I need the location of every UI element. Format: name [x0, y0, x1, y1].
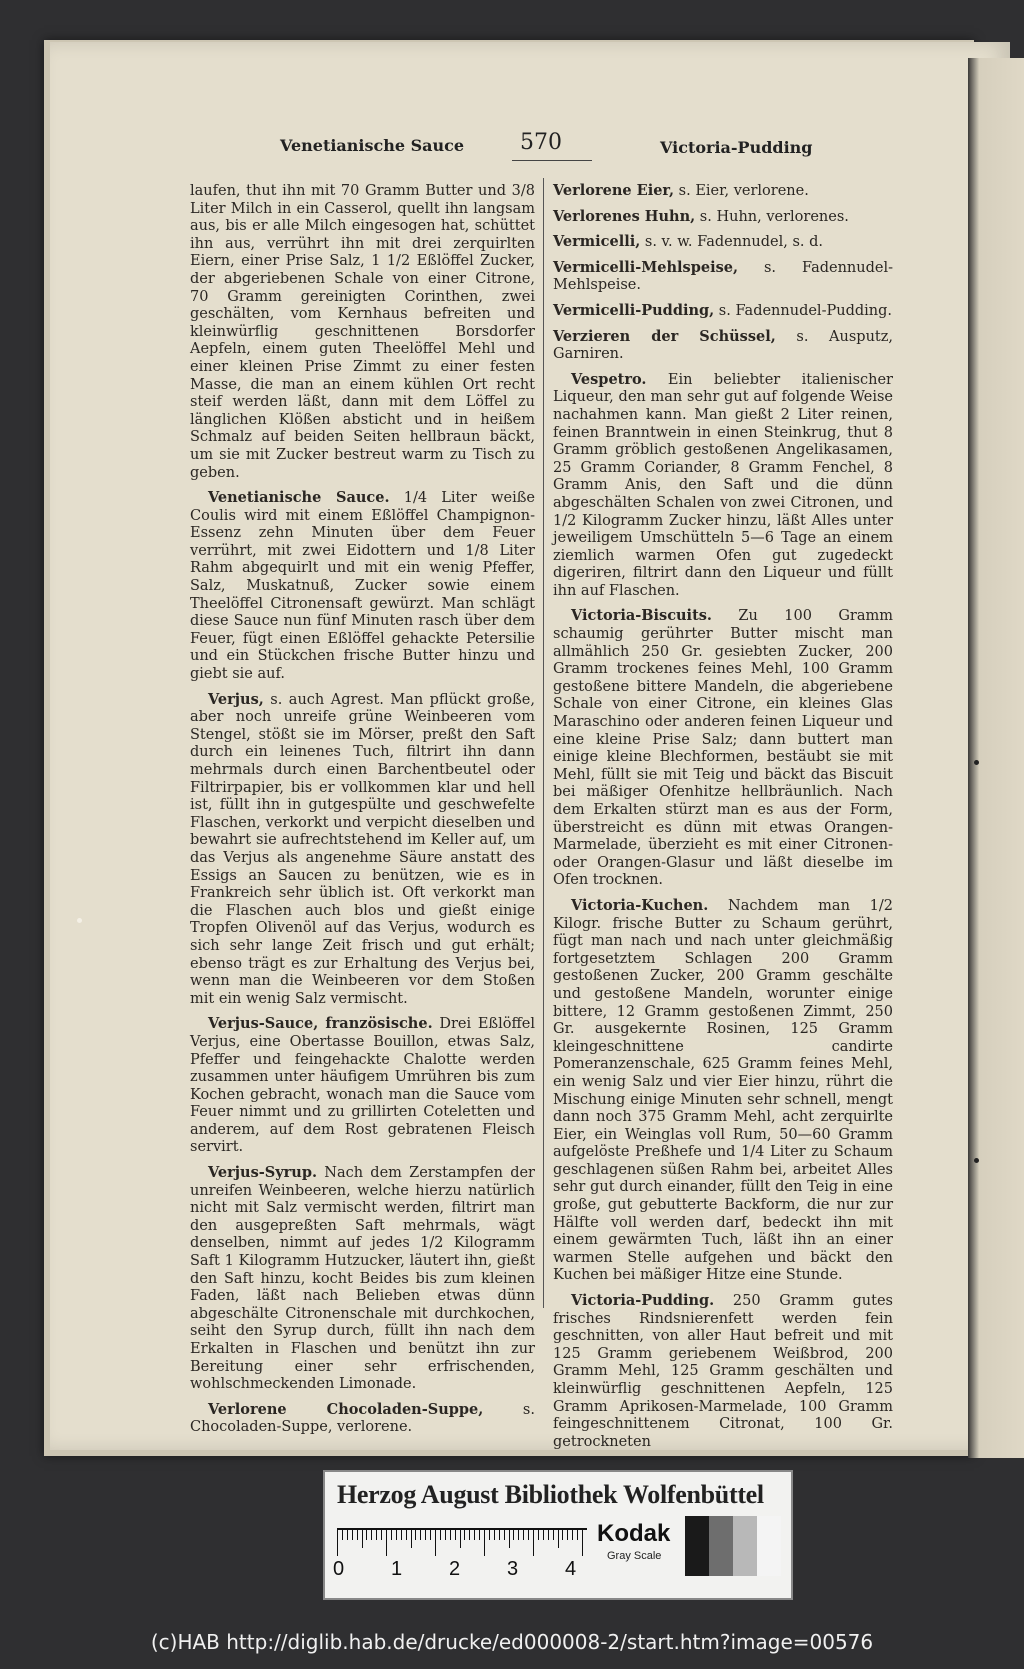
ruler-tick: [582, 1528, 583, 1556]
ruler-tick: [479, 1528, 480, 1540]
ruler-tick: [357, 1528, 358, 1540]
entry: [553, 259, 893, 295]
ruler-tick: [371, 1528, 372, 1540]
entry-text: s. auch Agrest. Man pflückt große, aber noch unreife grüne Weinbeeren vom Stengel, stößt sie im Mörser, preßt den Saft durch ein leinenes Tuch, filtrirt ihn dann mehrmals durch einen Barchentbeutel oder Filtrirpapier, bis er vollkommen klar und hell ist, füllt ihn in gutgespülte und geschwefelte Flaschen, verkorkt und verpicht dieselben und bewahrt sie aufrechtstehend im Keller auf, um das Verjus als angenehme Säure anstatt des Essigs an Saucen zu benützen, wie es in Frankreich sehr üblich ist. Oft verkorkt man die Flaschen auch blos und gießt einige Tropfen Olivenöl auf das Verjus, wodurch es sich sehr lange Zeit frisch und gut erhält; ebenso trägt es zur Erhaltung des Verjus bei, wenn man die Weinbeeren vor dem Stoßen mit ein wenig Salz vermischt.: [190, 691, 535, 1007]
ruler-tick: [474, 1528, 475, 1540]
entry-text: Ein beliebter italienischer Liqueur, den man sehr gut auf folgende Weise nachahmen kann. Man gießt 2 Liter reinen, feinen Branntwein in einen Steinkrug, thut 8 Gramm gröblich gestoßenen Angelikasamen, 25 Gramm Coriander, 8 Gramm Fenchel, 8 Gramm Anis, den Saft und die dünn abgeschälten Schalen von zwei Citronen, und 1/2 Kilogramm Zucker hinzu, läßt Alles unter jeweiligem Umschütteln 5—6 Tage an einem ziemlich warmen Ofen gut zugedeckt digeriren, filtrirt dann den Liqueur und füllt ihn auf Flaschen.: [553, 371, 893, 599]
ruler-tick: [533, 1528, 534, 1556]
entry-text: s. Fadennudel-Pudding.: [714, 302, 892, 319]
entry-headword: Victoria-Kuchen.: [571, 896, 709, 914]
running-header: [190, 130, 1010, 170]
ruler-tick: [391, 1528, 392, 1540]
copyright-footer: (c)HAB http://diglib.hab.de/drucke/ed000008-2/start.htm?image=00576: [150, 1630, 874, 1654]
ruler-tick: [543, 1528, 544, 1540]
page-spot: [77, 918, 82, 923]
ruler-tick: [445, 1528, 446, 1540]
entry-text: s. Eier, verlorene.: [674, 183, 809, 199]
ruler-tick: [484, 1528, 485, 1556]
entry-text: 250 Gramm gutes frisches Rindsnierenfett werden fein geschnitten, von aller Haut befreit und mit 125 Gramm geriebenem Weißbrod, 200 Gramm Mehl, 125 Gramm geschälten und kleinwürflig geschnittenen Aepfeln, 125 Gramm Aprikosen-Marmelade, 100 Gramm feingeschnittenem Citronat, 100 Gr. getrockneten: [553, 1293, 893, 1450]
ruler-tick: [562, 1528, 563, 1540]
ruler-tick: [381, 1528, 382, 1540]
ruler-tick: [460, 1528, 461, 1548]
ruler-tick: [558, 1528, 559, 1548]
entry-headword: Vespetro.: [571, 370, 647, 388]
entry-headword: Verlorenes Huhn,: [553, 207, 696, 225]
ruler-tick: [396, 1528, 397, 1540]
entry: [553, 328, 893, 364]
gray-swatch: [709, 1516, 733, 1576]
entry-headword: Victoria-Pudding.: [571, 1292, 715, 1310]
entry-headword: Verlorene Chocoladen-Suppe,: [208, 1400, 484, 1418]
ruler-tick: [469, 1528, 470, 1540]
entry-headword: Verjus,: [208, 690, 264, 708]
entry: [553, 1292, 893, 1451]
ruler-tick: [420, 1528, 421, 1540]
ruler-tick: [415, 1528, 416, 1540]
entry: [190, 691, 535, 1009]
column-divider: [543, 178, 544, 1308]
entry-headword: Victoria-Biscuits.: [571, 607, 712, 625]
ruler-tick: [567, 1528, 568, 1540]
ruler-tick: [518, 1528, 519, 1540]
entry: [190, 182, 535, 482]
ruler-number: 0: [333, 1558, 345, 1580]
ruler-tick: [509, 1528, 510, 1548]
ruler-tick: [548, 1528, 549, 1540]
entry: [553, 371, 893, 601]
ruler-tick: [577, 1528, 578, 1540]
entry-headword: Verjus-Sauce, französische.: [208, 1015, 433, 1033]
ruler-tick: [435, 1528, 436, 1556]
ruler-tick: [553, 1528, 554, 1540]
ruler-tick: [538, 1528, 539, 1540]
ruler-number: 3: [507, 1558, 519, 1580]
ruler-tick: [523, 1528, 524, 1540]
entry-text: s. v. w. Fadennudel, s. d.: [640, 234, 824, 251]
ruler-tick: [455, 1528, 456, 1540]
ruler-tick: [430, 1528, 431, 1540]
entry-text: Zu 100 Gramm schaumig gerührter Butter mischt man allmählich 250 Gr. gesiebten Zucker, 200 Gramm trockenes feines Mehl, 100 Gramm gestoßene bittere Mandeln, die abgeriebene Schale von einer Citrone, ein kleines Glas Maraschino oder anderen feinen Liqueur und eine kleine Prise Salz; dann buttert man einige kleine Blechformen, bestäubt sie mit Mehl, füllt sie mit Teig und bäckt das Biscuit bei mäßiger Ofenhitze hellbräunlich. Nach dem Erkalten stürzt man es aus der Form, überstreicht es dünn mit etwas Orangen-Marmelade, überzieht es mit einer Citronen- oder Orangen-Glasur und läßt dieselbe im Ofen trocknen.: [553, 608, 893, 889]
entry-text: laufen, thut ihn mit 70 Gramm Butter und 3/8 Liter Milch in ein Casserol, quellt ihn langsam aus, bis er alle Milch eingesogen hat, schüttet ihn aus, verrührt ihn mit drei zerquirlten Eiern, einer Prise Salz, 1 1/2 Eßlöffel Zucker, der abgeriebenen Schale von einer Citrone, 70 Gramm gereinigten Corinthen, zwei geschälten, vom Kernhaus befreiten und kleinwürflig geschnittenen Borsdorfer Aepfeln, einem guten Theelöffel Mehl und einer kleinen Prise Zimmt zu einer festen Masse, die man an einem kühlen Ort recht steif werden läßt, dann mit dem Löffel zu länglichen Klößen absticht und in heißem Schmalz auf beiden Seiten hellbraun bäckt, um sie mit Zucker bestreut warm zu Tisch zu geben.: [190, 183, 535, 481]
left-column: [190, 182, 535, 1444]
entry-text: s. Fadennudel-Mehlspeise.: [553, 259, 893, 294]
ruler-tick: [386, 1528, 387, 1556]
color-calibration-card: [323, 1470, 793, 1600]
gray-swatch: [733, 1516, 757, 1576]
entry: [190, 1401, 535, 1437]
ruler-number: 2: [449, 1558, 461, 1580]
gray-scale-label: Gray Scale: [607, 1550, 662, 1562]
gray-swatch: [685, 1516, 709, 1576]
entry: [190, 1015, 535, 1157]
ruler-tick: [499, 1528, 500, 1540]
page-number: 570: [520, 130, 562, 155]
entry-text: Nach dem Zerstampfen der unreifen Weinbeeren, welche hierzu natürlich nicht mit Salz vermischt werden, filtrirt man den ausgepreßten Saft mehrmals, wägt denselben, nimmt auf jedes 1/2 Kilogramm Saft 1 Kilogramm Hutzucker, läutert ihn, gießt den Saft hinzu, kocht Beides bis zum kleinen Faden, läßt nach Belieben etwas dünn abgeschälte Citronenschale mit durchkochen, seiht den Syrup durch, füllt ihn nach dem Erkalten in Flaschen und benützt ihn zur Bereitung einer sehr erfrischenden, wohlschmeckenden Limonade.: [190, 1165, 535, 1393]
header-rule: [512, 160, 592, 161]
ruler-tick: [528, 1528, 529, 1540]
entry-text: 1/4 Liter weiße Coulis wird mit einem Eßlöffel Champignon-Essenz zehn Minuten über dem Feuer verrührt, mit zwei Eidottern und 1/8 Liter Rahm abgequirlt und mit ein wenig Pfeffer, Salz, Muskatnuß, Zucker sowie einem Theelöffel Citronensaft gewürzt. Man schlägt diese Sauce nun fünf Minuten rasch über dem Feuer, fügt einen Eßlöffel gehackte Petersilie und ein Stückchen frische Butter hinzu und giebt sie auf.: [190, 490, 535, 683]
entry: [553, 233, 893, 252]
entry-text: s. Chocoladen-Suppe, verlorene.: [190, 1401, 535, 1436]
entry: [553, 208, 893, 227]
next-page-edge: [968, 58, 1024, 1458]
ruler-tick: [376, 1528, 377, 1540]
header-left-title: Venetianische Sauce: [280, 136, 465, 155]
ruler-tick: [401, 1528, 402, 1540]
ruler-tick: [440, 1528, 441, 1540]
ruler-tick: [425, 1528, 426, 1540]
ruler-tick: [406, 1528, 407, 1540]
entry: [190, 489, 535, 684]
ruler-tick: [362, 1528, 363, 1548]
ruler-tick: [513, 1528, 514, 1540]
ruler-tick: [464, 1528, 465, 1540]
entry-headword: Vermicelli,: [553, 233, 641, 251]
ruler-tick: [366, 1528, 367, 1540]
entry: [190, 1164, 535, 1394]
ruler-tick: [494, 1528, 495, 1540]
entry: [553, 607, 893, 890]
ruler-number: 1: [391, 1558, 403, 1580]
ruler-number: 4: [565, 1558, 577, 1580]
header-right-title: Victoria-Pudding: [660, 138, 813, 157]
entry-headword: Vermicelli-Mehlspeise,: [553, 258, 739, 276]
entry-headword: Verjus-Syrup.: [208, 1164, 318, 1182]
library-name: Herzog August Bibliothek Wolfenbüttel: [337, 1480, 764, 1509]
ruler-tick: [342, 1528, 343, 1540]
entry-headword: Verzieren der Schüssel,: [553, 327, 776, 345]
entry-text: s. Huhn, verlorenes.: [695, 208, 849, 225]
ruler-tick: [572, 1528, 573, 1540]
entry: [553, 182, 893, 201]
entry: [553, 897, 893, 1285]
ruler-tick: [504, 1528, 505, 1540]
binding-hole: [974, 760, 979, 765]
entry-headword: Verlorene Eier,: [553, 182, 675, 199]
scale-ruler: [333, 1528, 587, 1580]
entry-headword: Venetianische Sauce.: [208, 489, 390, 507]
right-column: [553, 182, 893, 1458]
ruler-tick: [489, 1528, 490, 1540]
ruler-tick: [450, 1528, 451, 1540]
ruler-bar: [337, 1528, 587, 1530]
ruler-tick: [411, 1528, 412, 1548]
entry-text: Drei Eßlöffel Verjus, eine Obertasse Bouillon, etwas Salz, Pfeffer und feingehackte Chalotte werden zusammen unter häufigem Umrühren bis zum Kochen gebracht, wonach man die Sauce vom Feuer nimmt und zu grillirten Coteletten und anderem, auf dem Rost gebratenen Fleisch servirt.: [190, 1016, 535, 1156]
entry-headword: Vermicelli-Pudding,: [553, 301, 715, 319]
ruler-tick: [352, 1528, 353, 1540]
binding-hole: [974, 1158, 979, 1163]
entry: [553, 302, 893, 321]
kodak-logo: Kodak: [597, 1520, 671, 1547]
ruler-tick: [347, 1528, 348, 1540]
ruler-tick: [337, 1528, 338, 1556]
entry-text: Nachdem man 1/2 Kilogr. frische Butter zu Schaum gerührt, fügt man nach und nach unter gleichmäßig fortgesetztem Schlagen 200 Gramm gestoßenen Zucker, 200 Gramm geschälte und gestoßene Mandeln, worunter einige bittere, 12 Gramm gestoßenen Zimmt, 250 Gr. ausgekernte Rosinen, 125 Gramm kleingeschnittene candirte Pomeranzenschale, 625 Gramm feines Mehl, ein wenig Salz und vier Eier hinzu, rührt die Mischung einige Minuten sehr schnell, mengt dann noch 375 Gramm Mehl, acht zerquirlte Eier, ein Weinglas voll Rum, 50—60 Gramm aufgelöste Preßhefe und 1/4 Liter zu Schaum geschlagenen süßen Rahm bei, arbeitet Alles sehr gut durch einander, füllt den Teig in eine große, gut gebutterte Backform, die nur zur Hälfte voll werden darf, bedeckt ihn mit einem gewärmten Tuch, läßt ihn an einer warmen Stelle aufgehen und bäckt den Kuchen bei mäßiger Hitze eine Stunde.: [553, 897, 893, 1284]
gray-swatch: [757, 1516, 781, 1576]
entry-text: s. Ausputz, Garniren.: [553, 328, 893, 363]
